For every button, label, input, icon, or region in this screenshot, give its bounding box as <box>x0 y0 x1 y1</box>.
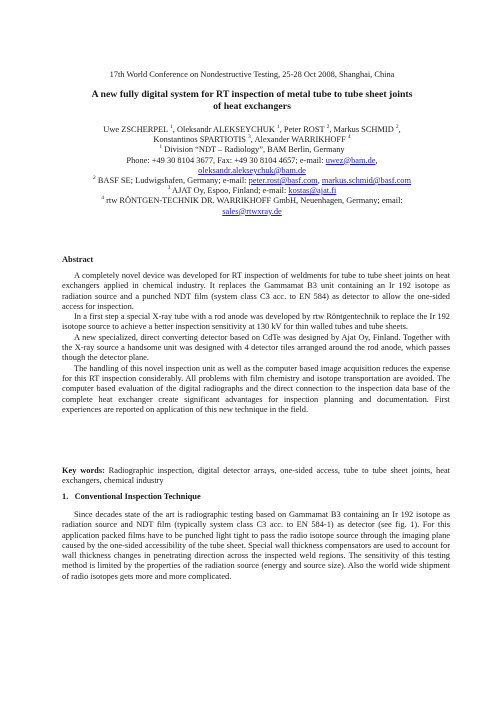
abstract-paragraph-4: The handling of this novel inspection unit as well as the computer based image acquisition reduces the expense for this RT inspection considerably. All problems with film chemistry and isotope transportation are avoided. The computer based evaluation of the digital radiographs and the direct connection to the inspection data base of the complete heat exchanger create significant advantages for inspection planning and documentation. First experiences are reported on application of this new technique in the field. <box>62 363 450 414</box>
email-link-rost[interactable]: peter.rost@basf.com <box>248 176 318 186</box>
abstract-paragraph-1: A completely novel device was developed for RT inspection of weldments for tube to tube sheet joints on heat exchangers applied in chemical industry. It replaces the Gammamat B3 unit containing an Ir 192 isotope as radiation source and a punched NDT film (system class C3 acc. to EN 584) as detector to allow the one-sided access for inspection. <box>62 271 450 311</box>
email-link-uwez[interactable]: uwez@bam.de <box>325 155 376 165</box>
keywords-label: Key words: <box>62 466 105 475</box>
paper-title <box>50 89 454 113</box>
email-link-kostas[interactable]: kostas@ajat.fi <box>288 186 337 196</box>
affiliation-1-contact: Phone: +49 30 8104 3677, Fax: +49 30 8104 4657; e-mail: uwez@bam.de, <box>126 155 378 165</box>
email-link-sales[interactable]: sales@rtwxray.de <box>222 206 282 216</box>
affiliation-1: $^1$ Division “NDT – Radiology”, BAM Berlin, Germany <box>159 144 345 155</box>
abstract-heading: Abstract <box>62 255 94 264</box>
section-1-paragraph-1: Since decades state of the art is radiographic testing based on Gammamat B3 containing an Ir 192 isotope as radiation source and NDT film (typically system class C3 acc. to EN 584-1) as detector (see fig. 1). For this application packed films have to be punched light tight to pass the radio isotope source through the imaging plane caused by the one-sided accessibility of the tube sheet. Special wall thickness compensators are used to account for wall thickness changes in penetrating direction across the inspected weld regions. The sensitivity of this testing method is limited by the properties of the radiation source (energy and source size). Also the world wide shipment of radio isotopes gets more and more complicated. <box>62 510 450 581</box>
abstract-paragraph-2: In a first step a special X-ray tube with a rod anode was developed by rtw Röntgentechnik to replace the Ir 192 isotope source to achieve a better inspection sensitivity at 130 kV for thin walled tubes and tube sheets. <box>62 312 450 332</box>
affiliation-3: $^3$ AJAT Oy, Espoo, Finland; e-mail: kostas@ajat.fi <box>167 185 337 196</box>
keywords-text: Radiographic inspection, digital detector arrays, one-sided access, tube to tube sheet joints, heat exchangers, chemical industry <box>62 466 450 486</box>
conference-header: 17th World Conference on Nondestructive Testing, 25-28 Oct 2008, Shanghai, China <box>109 70 395 79</box>
author-line-2: Konstantinos SPARTIOTIS $^3$, Alexander WARRIKHOFF $^4$ <box>153 134 351 145</box>
affiliation-1-email-2 <box>40 166 464 176</box>
section-1-body <box>62 510 450 582</box>
affiliation-2: $^2$ BASF SE; Ludwigshafen, Germany; e-mail: peter.rost@basf.com, markus.schmid@basf.com <box>93 175 411 186</box>
title-line-1: A new fully digital system for RT inspection of metal tube to tube sheet joints <box>91 89 413 100</box>
author-block <box>40 125 464 217</box>
affiliation-4: $^4$ rtw RÖNTGEN-TECHNIK DR. WARRIKHOFF GmbH, Neuenhagen, Germany; email: <box>101 195 403 206</box>
abstract-paragraph-3: A new specialized, direct converting detector based on CdTe was designed by Ajat Oy, Finland. Together with the X-ray source a handsome unit was designed with 4 detector tiles arranged around the rod anode, which passes though the detector plane. <box>62 332 450 363</box>
affiliation-4-email <box>40 207 464 217</box>
author-line-1: Uwe ZSCHERPEL $^1$, Oleksandr ALEKSEYCHUK $^1$, Peter ROST $^2$, Markus SCHMID $^2$, <box>103 124 401 134</box>
section-1-heading: 1. Conventional Inspection Technique <box>62 492 201 501</box>
title-line-2: of heat exchangers <box>213 101 291 112</box>
email-link-schmid[interactable]: markus.schmid@basf.com <box>321 176 411 186</box>
abstract-body <box>62 271 450 415</box>
email-link-alekseychuk[interactable]: oleksandr.alekseychuk@bam.de <box>198 165 306 175</box>
keywords <box>62 466 450 487</box>
